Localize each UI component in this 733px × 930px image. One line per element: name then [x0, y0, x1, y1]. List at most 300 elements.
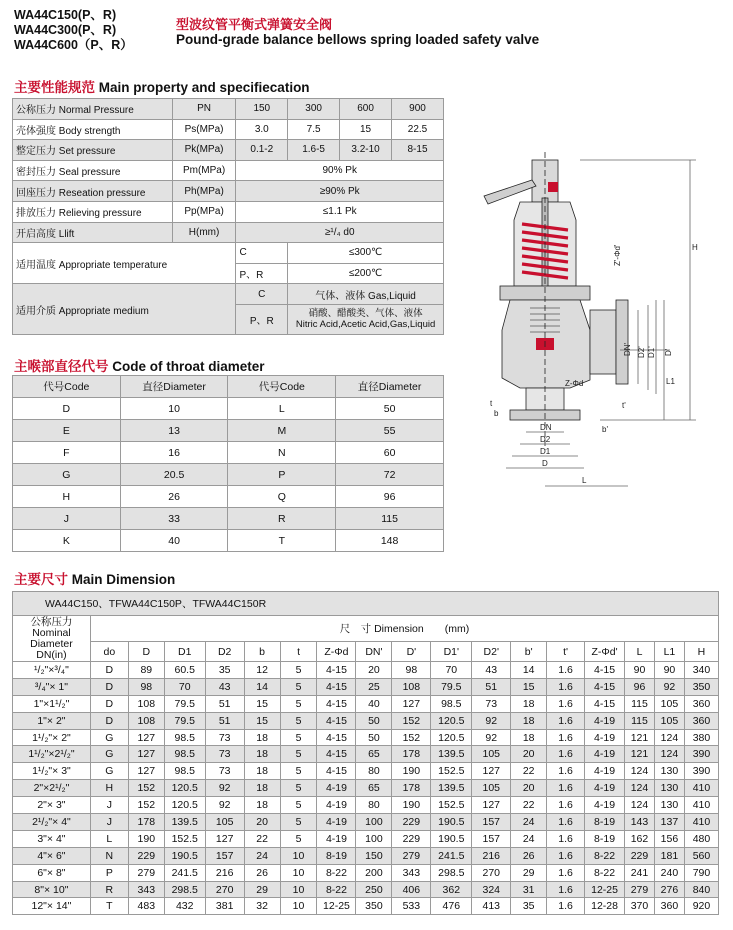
label-tp: t' [622, 401, 626, 410]
dim-cell: 5 [280, 712, 317, 729]
dim-cell: 14 [244, 678, 280, 695]
throat-code: L [228, 398, 336, 420]
throat-diameter: 40 [120, 530, 228, 552]
dim-cell: 14 [511, 662, 547, 679]
dim-col-header: D2 [205, 642, 244, 662]
dim-cell: 130 [654, 780, 684, 797]
spec-value: 22.5 [392, 119, 444, 140]
dim-cell: 200 [356, 864, 392, 881]
dim-cell: 5 [280, 797, 317, 814]
medium-label: 适用介质 Appropriate medium [13, 284, 236, 335]
dim-cell: 241.5 [431, 847, 472, 864]
dim-section-title [14, 568, 175, 588]
dim-cell: 381 [205, 898, 244, 915]
dim-cell: D [90, 678, 128, 695]
dim-cell: 73 [205, 746, 244, 763]
dim-cell: 20 [356, 662, 392, 679]
spec-symbol: Ph(MPa) [172, 181, 236, 202]
spec-value: 900 [392, 99, 444, 120]
dim-size: 1¹/₂"× 3" [13, 763, 91, 780]
dim-cell: 5 [280, 678, 317, 695]
dim-row [13, 662, 719, 679]
dim-cell: 4-15 [317, 712, 356, 729]
dim-cell: 4-19 [585, 763, 625, 780]
dim-col-header: H [684, 642, 718, 662]
dim-cell: 18 [244, 729, 280, 746]
dim-cell: 240 [654, 864, 684, 881]
spec-symbol: Pp(MPa) [172, 201, 236, 222]
dim-col-header: D1 [164, 642, 205, 662]
dim-cell: 139.5 [431, 746, 472, 763]
dim-row [13, 678, 719, 695]
dim-cell: 40 [356, 695, 392, 712]
dim-cell: 250 [356, 881, 392, 898]
throat-code: G [13, 464, 121, 486]
dim-cell: 4-15 [317, 678, 356, 695]
outlet-flange [590, 310, 616, 374]
dim-cell: 229 [392, 814, 431, 831]
dim-cell: 24 [244, 847, 280, 864]
dim-cell: 432 [164, 898, 205, 915]
dim-cell: 139.5 [164, 814, 205, 831]
dim-cell: 162 [625, 830, 655, 847]
dim-size: 2"× 3" [13, 797, 91, 814]
dim-cell: 360 [684, 695, 718, 712]
throat-code: D [13, 398, 121, 420]
dim-cell: 4-19 [585, 729, 625, 746]
dim-cell: 12 [244, 662, 280, 679]
dim-cell: 127 [128, 763, 164, 780]
dim-cell: 4-19 [585, 780, 625, 797]
dim-size: 6"× 8" [13, 864, 91, 881]
dim-cell: 98.5 [164, 729, 205, 746]
dim-cell: 98.5 [164, 746, 205, 763]
dim-cell: 380 [684, 729, 718, 746]
dim-cell: 4-15 [585, 695, 625, 712]
medium-key-c: C [236, 284, 288, 305]
dim-cell: 127 [472, 797, 511, 814]
temp-label: 适用温度 Appropriate temperature [13, 243, 236, 284]
throat-code: T [228, 530, 336, 552]
dim-cell: 29 [244, 881, 280, 898]
dim-cell: 1.6 [547, 763, 585, 780]
dim-cell: 8-22 [317, 864, 356, 881]
dim-cell: 476 [431, 898, 472, 915]
throat-row [13, 420, 444, 442]
dim-size: 1¹/₂"× 2" [13, 729, 91, 746]
dim-cell: G [90, 746, 128, 763]
spec-label: 开启高度 Llift [13, 222, 173, 243]
dim-cell: 20 [511, 780, 547, 797]
spec-row [13, 201, 444, 222]
dim-cell: T [90, 898, 128, 915]
throat-diameter: 55 [336, 420, 444, 442]
dim-cell: 73 [205, 763, 244, 780]
dim-cell: 4-15 [585, 662, 625, 679]
dim-cell: 124 [654, 746, 684, 763]
dim-cell: 70 [431, 662, 472, 679]
dim-cell: 362 [431, 881, 472, 898]
dim-cell: 120.5 [431, 712, 472, 729]
throat-body [13, 398, 444, 552]
throat-header: 代号Code [13, 376, 121, 398]
dim-cell: 50 [356, 712, 392, 729]
label-DNp: DN' [623, 342, 632, 356]
dim-cell: 410 [684, 814, 718, 831]
spec-value: ≤1.1 Pk [236, 201, 444, 222]
dim-cell: 130 [654, 763, 684, 780]
model-3: WA44C600（P、R） [14, 38, 133, 52]
dim-cell: 124 [625, 797, 655, 814]
dim-cell: 1.6 [547, 881, 585, 898]
dim-cell: 105 [205, 814, 244, 831]
dim-cell: 10 [280, 864, 317, 881]
label-D1: D1 [540, 447, 551, 456]
dim-cell: 127 [205, 830, 244, 847]
temp-key-c: C [236, 243, 288, 264]
dim-cell: 22 [244, 830, 280, 847]
dim-cell: 279 [128, 864, 164, 881]
dim-cell: 79.5 [164, 712, 205, 729]
dim-size: ³/₄"× 1" [13, 678, 91, 695]
dim-cell: 89 [128, 662, 164, 679]
dim-cell: 43 [472, 662, 511, 679]
label-bp: b' [602, 425, 608, 434]
dim-cell: 152 [128, 780, 164, 797]
throat-row [13, 398, 444, 420]
throat-row [13, 508, 444, 530]
throat-diameter: 10 [120, 398, 228, 420]
dim-col-header: D' [392, 642, 431, 662]
dim-cell: 1.6 [547, 814, 585, 831]
dim-cell: 270 [205, 881, 244, 898]
temp-key-pr: P、R [236, 263, 288, 284]
dim-col-header: D2' [472, 642, 511, 662]
dim-cell: 8-22 [585, 847, 625, 864]
throat-code: F [13, 442, 121, 464]
dim-cell: 343 [392, 864, 431, 881]
dim-cell: 4-19 [317, 780, 356, 797]
dim-cell: 152.5 [431, 797, 472, 814]
dim-cell: D [90, 695, 128, 712]
dim-cell: 241.5 [164, 864, 205, 881]
dim-cell: 216 [205, 864, 244, 881]
throat-diameter: 33 [120, 508, 228, 530]
label-L: L [582, 476, 587, 485]
dim-cell: 124 [654, 729, 684, 746]
dim-row [13, 830, 719, 847]
np-en2: Diameter [30, 637, 73, 650]
dimension-lines-bottom [506, 432, 628, 486]
dim-row [13, 797, 719, 814]
dim-cell: 5 [280, 729, 317, 746]
dim-cell: 50 [356, 729, 392, 746]
dim-cell: 105 [472, 780, 511, 797]
dim-cell: 100 [356, 830, 392, 847]
dim-cell: 43 [205, 678, 244, 695]
dim-cell: 120.5 [164, 780, 205, 797]
dim-cell: 18 [244, 780, 280, 797]
spec-value: 3.0 [236, 119, 288, 140]
medium-key-pr: P、R [236, 304, 288, 334]
dim-cell: 115 [625, 712, 655, 729]
label-Dp: D' [664, 348, 673, 356]
dim-cell: 18 [511, 695, 547, 712]
dim-cell: 181 [654, 847, 684, 864]
throat-diameter: 115 [336, 508, 444, 530]
dim-cell: 190 [392, 797, 431, 814]
dim-cell: 157 [205, 847, 244, 864]
spec-label: 排放压力 Relieving pressure [13, 201, 173, 222]
dim-cell: 5 [280, 763, 317, 780]
dim-cell: 4-19 [317, 830, 356, 847]
dim-cell: 4-15 [317, 662, 356, 679]
spec-value: 90% Pk [236, 160, 444, 181]
dim-cell: 229 [392, 830, 431, 847]
throat-diameter: 60 [336, 442, 444, 464]
spec-value: 7.5 [288, 119, 340, 140]
spec-value: 8-15 [392, 140, 444, 161]
dim-cell: 410 [684, 797, 718, 814]
throat-diameter: 20.5 [120, 464, 228, 486]
dim-col-header: b' [511, 642, 547, 662]
spec-row [13, 99, 444, 120]
label-Z: Z-Φd [565, 379, 584, 388]
dim-cell: 12-25 [585, 881, 625, 898]
dim-cell: 4-15 [585, 678, 625, 695]
dim-cell: 98 [128, 678, 164, 695]
dim-cell: D [90, 712, 128, 729]
dim-row [13, 898, 719, 915]
dim-cell: 5 [280, 780, 317, 797]
dim-col-header: D [128, 642, 164, 662]
dim-cell: 5 [280, 746, 317, 763]
temp-val-pr: ≤200℃ [288, 263, 444, 284]
dim-cell: 4-19 [585, 746, 625, 763]
dim-cell: 92 [654, 678, 684, 695]
dim-cell: 1.6 [547, 898, 585, 915]
dim-cell: 8-19 [317, 847, 356, 864]
dim-cell: 10 [280, 898, 317, 915]
dim-title-en: Main Dimension [71, 572, 176, 587]
dim-col-header: Z-Φd' [585, 642, 625, 662]
dim-cell: 108 [128, 712, 164, 729]
dim-cell: 157 [472, 830, 511, 847]
dim-cell: 8-22 [317, 881, 356, 898]
dim-cell: 124 [625, 780, 655, 797]
throat-section-title [14, 355, 265, 375]
dim-cell: 10 [280, 847, 317, 864]
dim-cell: 70 [164, 678, 205, 695]
model-list [14, 8, 133, 53]
label-b: b [494, 409, 499, 418]
dim-cell: 1.6 [547, 678, 585, 695]
dim-cell: 18 [511, 729, 547, 746]
dim-cell: 25 [356, 678, 392, 695]
dim-cell: 92 [472, 729, 511, 746]
dim-cell: 790 [684, 864, 718, 881]
dim-cell: 4-15 [317, 763, 356, 780]
throat-code: N [228, 442, 336, 464]
dim-cell: 4-19 [317, 797, 356, 814]
dim-cell: 15 [244, 695, 280, 712]
label-t: t [490, 399, 493, 408]
label-L1: L1 [666, 377, 675, 386]
dim-cell: 31 [511, 881, 547, 898]
dim-cell: 29 [511, 864, 547, 881]
valve-lever [484, 180, 536, 204]
dim-cell: 108 [128, 695, 164, 712]
dim-size-header: 尺 寸 Dimension (mm) [90, 616, 718, 642]
dim-cell: 98.5 [164, 763, 205, 780]
dim-cell: 121 [625, 729, 655, 746]
dim-size: 1"× 2" [13, 712, 91, 729]
dim-cell: 178 [128, 814, 164, 831]
dim-cell: 560 [684, 847, 718, 864]
dim-cell: 137 [654, 814, 684, 831]
dim-cell: 20 [244, 814, 280, 831]
dim-cell: 156 [654, 830, 684, 847]
dim-cell: 1.6 [547, 830, 585, 847]
dim-cell: 350 [684, 678, 718, 695]
dim-cell: 190 [392, 763, 431, 780]
dim-cell: 276 [654, 881, 684, 898]
dimension-table [12, 591, 719, 915]
dim-cell: 5 [280, 662, 317, 679]
dim-cell: 178 [392, 746, 431, 763]
dim-cell: 90 [654, 662, 684, 679]
dim-cell: 35 [511, 898, 547, 915]
dim-size: 4"× 6" [13, 847, 91, 864]
dim-cell: H [90, 780, 128, 797]
dim-cell: 5 [280, 830, 317, 847]
dim-row [13, 729, 719, 746]
dim-cell: 51 [205, 712, 244, 729]
label-D: D [542, 459, 548, 468]
spec-symbol: Ps(MPa) [172, 119, 236, 140]
dim-cell: N [90, 847, 128, 864]
dim-cell: 105 [654, 712, 684, 729]
dim-cell: 178 [392, 780, 431, 797]
throat-row [13, 530, 444, 552]
medium-val-pr-cn: 硝酸、醋酸类、气体、液体 [308, 308, 423, 320]
spec-section-title [14, 76, 310, 96]
dim-cell: 840 [684, 881, 718, 898]
dim-cell: 190.5 [431, 814, 472, 831]
dim-col-header: b [244, 642, 280, 662]
dim-row [13, 695, 719, 712]
outlet-flange-face [616, 300, 628, 384]
dim-cell: D [90, 662, 128, 679]
spec-value: 1.6-5 [288, 140, 340, 161]
dim-cell: 90 [625, 662, 655, 679]
dim-cell: 279 [625, 881, 655, 898]
spec-value: 0.1-2 [236, 140, 288, 161]
dim-cell: 1.6 [547, 864, 585, 881]
dim-cell: 127 [392, 695, 431, 712]
dim-cell: 4-15 [317, 729, 356, 746]
throat-title-cn: 主喉部直径代号 [14, 359, 109, 374]
dim-col-header: DN' [356, 642, 392, 662]
label-DN: DN [540, 423, 552, 432]
spec-row [13, 160, 444, 181]
dim-cell: 4-19 [585, 712, 625, 729]
label-H: H [692, 243, 698, 252]
dim-cell: 1.6 [547, 746, 585, 763]
dim-cell: 8-22 [585, 864, 625, 881]
dim-cell: 279 [392, 847, 431, 864]
dim-cell: 79.5 [431, 678, 472, 695]
dim-cell: 360 [684, 712, 718, 729]
dim-cell: 15 [511, 678, 547, 695]
throat-diameter: 72 [336, 464, 444, 486]
dim-size: 1¹/₂"×2¹/₂" [13, 746, 91, 763]
spec-value: 300 [288, 99, 340, 120]
dim-cell: 4-19 [317, 814, 356, 831]
dim-size: 2¹/₂"× 4" [13, 814, 91, 831]
spec-label: 壳体强度 Body strength [13, 119, 173, 140]
label-D2: D2 [540, 435, 551, 444]
dim-cell: 360 [654, 898, 684, 915]
dim-cell: 15 [244, 712, 280, 729]
dim-cell: 190.5 [431, 830, 472, 847]
dim-cell: 22 [511, 797, 547, 814]
spec-title-en: Main property and specifiecation [98, 80, 310, 95]
dim-cell: 18 [244, 797, 280, 814]
throat-diameter: 13 [120, 420, 228, 442]
dim-cell: 920 [684, 898, 718, 915]
spec-label: 回座压力 Reseation pressure [13, 181, 173, 202]
dim-cell: 480 [684, 830, 718, 847]
throat-table [12, 375, 444, 552]
dim-cell: 12-28 [585, 898, 625, 915]
dim-cell: 229 [128, 847, 164, 864]
dim-cell: 4-19 [585, 797, 625, 814]
dim-col-header: t' [547, 642, 585, 662]
dim-cell: 51 [205, 695, 244, 712]
dim-col-header: L [625, 642, 655, 662]
dim-row [13, 712, 719, 729]
medium-val-pr [288, 304, 444, 334]
dim-cell: 115 [625, 695, 655, 712]
spec-value: 15 [340, 119, 392, 140]
dim-cell: 121 [625, 746, 655, 763]
cap-detail [548, 182, 558, 192]
dim-cell: 8-19 [585, 814, 625, 831]
dim-cell: J [90, 814, 128, 831]
dim-cell: 298.5 [431, 864, 472, 881]
dim-cell: 340 [684, 662, 718, 679]
title-en: Pound-grade balance bellows spring loaded safety valve [176, 32, 540, 47]
dim-cell: 8-19 [585, 830, 625, 847]
dim-cell: 65 [356, 746, 392, 763]
throat-row [13, 442, 444, 464]
dim-cell: 157 [472, 814, 511, 831]
model-2: WA44C300(P、R) [14, 23, 117, 37]
dim-cell: 35 [205, 662, 244, 679]
throat-title-en: Code of throat diameter [112, 359, 265, 374]
throat-row [13, 464, 444, 486]
dim-cell: 73 [205, 729, 244, 746]
dim-cell: 4-15 [317, 695, 356, 712]
dim-cell: 5 [280, 695, 317, 712]
dim-series-row [13, 592, 719, 616]
dim-cell: 390 [684, 746, 718, 763]
dim-cell: G [90, 729, 128, 746]
throat-header: 直径Diameter [336, 376, 444, 398]
throat-header: 直径Diameter [120, 376, 228, 398]
throat-diameter: 148 [336, 530, 444, 552]
